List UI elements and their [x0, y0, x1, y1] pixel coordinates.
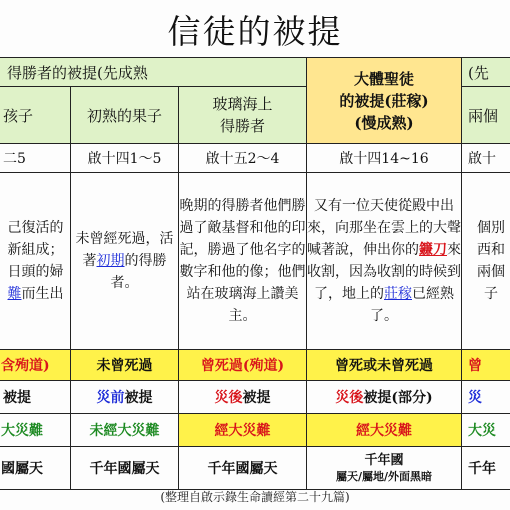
- trib-c3: 經大災難: [179, 414, 307, 447]
- ref-c4: 啟十四14~16: [307, 144, 462, 173]
- subheader-right: 兩個: [462, 87, 510, 144]
- status-c4: 曾死或未曾死過: [307, 350, 462, 381]
- subheader-firstfruits: 初熟的果子: [71, 87, 179, 144]
- ref-c5: 啟十: [462, 144, 510, 173]
- desc-c1-line: 日頭的婦: [7, 264, 64, 280]
- rapture-c5: 災: [462, 381, 510, 414]
- desc-c4-text-mid: 來收割，因為收割的時候到了，地上的: [307, 242, 461, 302]
- trib-c2: 未經大災難: [71, 414, 179, 447]
- source-note: (整理自啟示錄生命讀經第二十九篇): [160, 490, 350, 504]
- desc-c1-line: 己復活的: [7, 220, 64, 236]
- ref-c1: 二5: [0, 144, 71, 173]
- rapture-c2-when: 災前: [96, 390, 125, 406]
- desc-c1: [0, 173, 71, 350]
- desc-c5-line: 子: [484, 286, 498, 302]
- status-c5: 曾: [462, 350, 510, 381]
- death-status-row: [0, 350, 510, 381]
- rapture-c3: [179, 381, 307, 414]
- group-header-right: (先: [462, 58, 510, 87]
- rapture-c2-label: 被提: [124, 390, 153, 406]
- desc-c1-line: [1, 283, 70, 305]
- group-header-row: [0, 58, 510, 87]
- desc-c4-sickle: 鐮刀: [419, 242, 447, 258]
- rapture-timing-row: [0, 381, 510, 414]
- desc-c4-text-end: 已經熟了。: [370, 286, 454, 324]
- subheader-glass-sea: 玻璃海上 得勝者: [179, 87, 307, 144]
- desc-c4-text: 又有一位天使從殿中出來，向那坐在雲上的大聲喊著說，伸出你的: [307, 198, 461, 258]
- desc-c2-text-end: 的得勝者。: [110, 253, 167, 291]
- subheader-child: 孩子: [0, 87, 71, 144]
- status-c3: 曾死過(殉道): [179, 350, 307, 381]
- ref-c2: 啟十四1～5: [71, 144, 179, 173]
- rapture-c1: 被提: [0, 381, 71, 414]
- kingdom-c4: [307, 447, 462, 490]
- desc-c2: [71, 173, 179, 350]
- rapture-c3-label: 被提: [242, 390, 271, 406]
- reference-row: [0, 144, 510, 173]
- rapture-c3-when: 災後: [214, 390, 243, 406]
- kingdom-row: [0, 447, 510, 490]
- kingdom-c1: 國屬天: [0, 447, 71, 490]
- desc-c1-rest: 而生出: [21, 286, 64, 302]
- desc-c2-text: 未曾經死過，活著: [75, 231, 174, 269]
- ref-c3: 啟十五2～4: [179, 144, 307, 173]
- rapture-c4: [307, 381, 462, 414]
- desc-c3: 晚期的得勝者他們勝過了敵基督和他的印記，勝過了他名字的數字和他的像；他們站在玻璃海上讚美主。: [179, 173, 307, 350]
- status-c1: 含殉道): [0, 350, 71, 381]
- page-title: 信徒的被提: [167, 12, 343, 51]
- desc-c5-line: 個別: [477, 220, 505, 236]
- tribulation-row: [0, 414, 510, 447]
- description-row: [0, 173, 510, 350]
- kingdom-c2: 千年國屬天: [71, 447, 179, 490]
- trib-c5: 大災: [462, 414, 510, 447]
- desc-c1-highlight: 難: [7, 286, 22, 302]
- kingdom-c3: 千年國屬天: [179, 447, 307, 490]
- desc-c5-line: 兩個: [477, 264, 505, 280]
- rapture-c2: [71, 381, 179, 414]
- desc-c5-line: 西和: [477, 242, 505, 258]
- desc-c2-early: 初期: [96, 253, 125, 269]
- kingdom-c4-top: 千年國: [364, 453, 404, 468]
- kingdom-c4-bottom: 屬天/屬地/外面黑暗: [335, 470, 433, 483]
- trib-c4: 經大災難: [307, 414, 462, 447]
- desc-c4-harvest: 莊稼: [384, 286, 412, 302]
- rapture-c4-label: 被提(部分): [363, 390, 433, 406]
- desc-c1-line: 新組成；: [7, 242, 64, 258]
- rapture-table: [0, 57, 510, 490]
- rapture-c4-when: 災後: [335, 390, 364, 406]
- desc-c4: [307, 173, 462, 350]
- group-header-overcomers: 得勝者的被提(先成熟: [0, 58, 307, 87]
- desc-c5: [462, 173, 510, 350]
- kingdom-c5: 千年: [462, 447, 510, 490]
- group-header-majority: 大體聖徒 的被提(莊稼) (慢成熟): [307, 58, 462, 144]
- status-c2: 未曾死過: [71, 350, 179, 381]
- trib-c1: 大災難: [0, 414, 71, 447]
